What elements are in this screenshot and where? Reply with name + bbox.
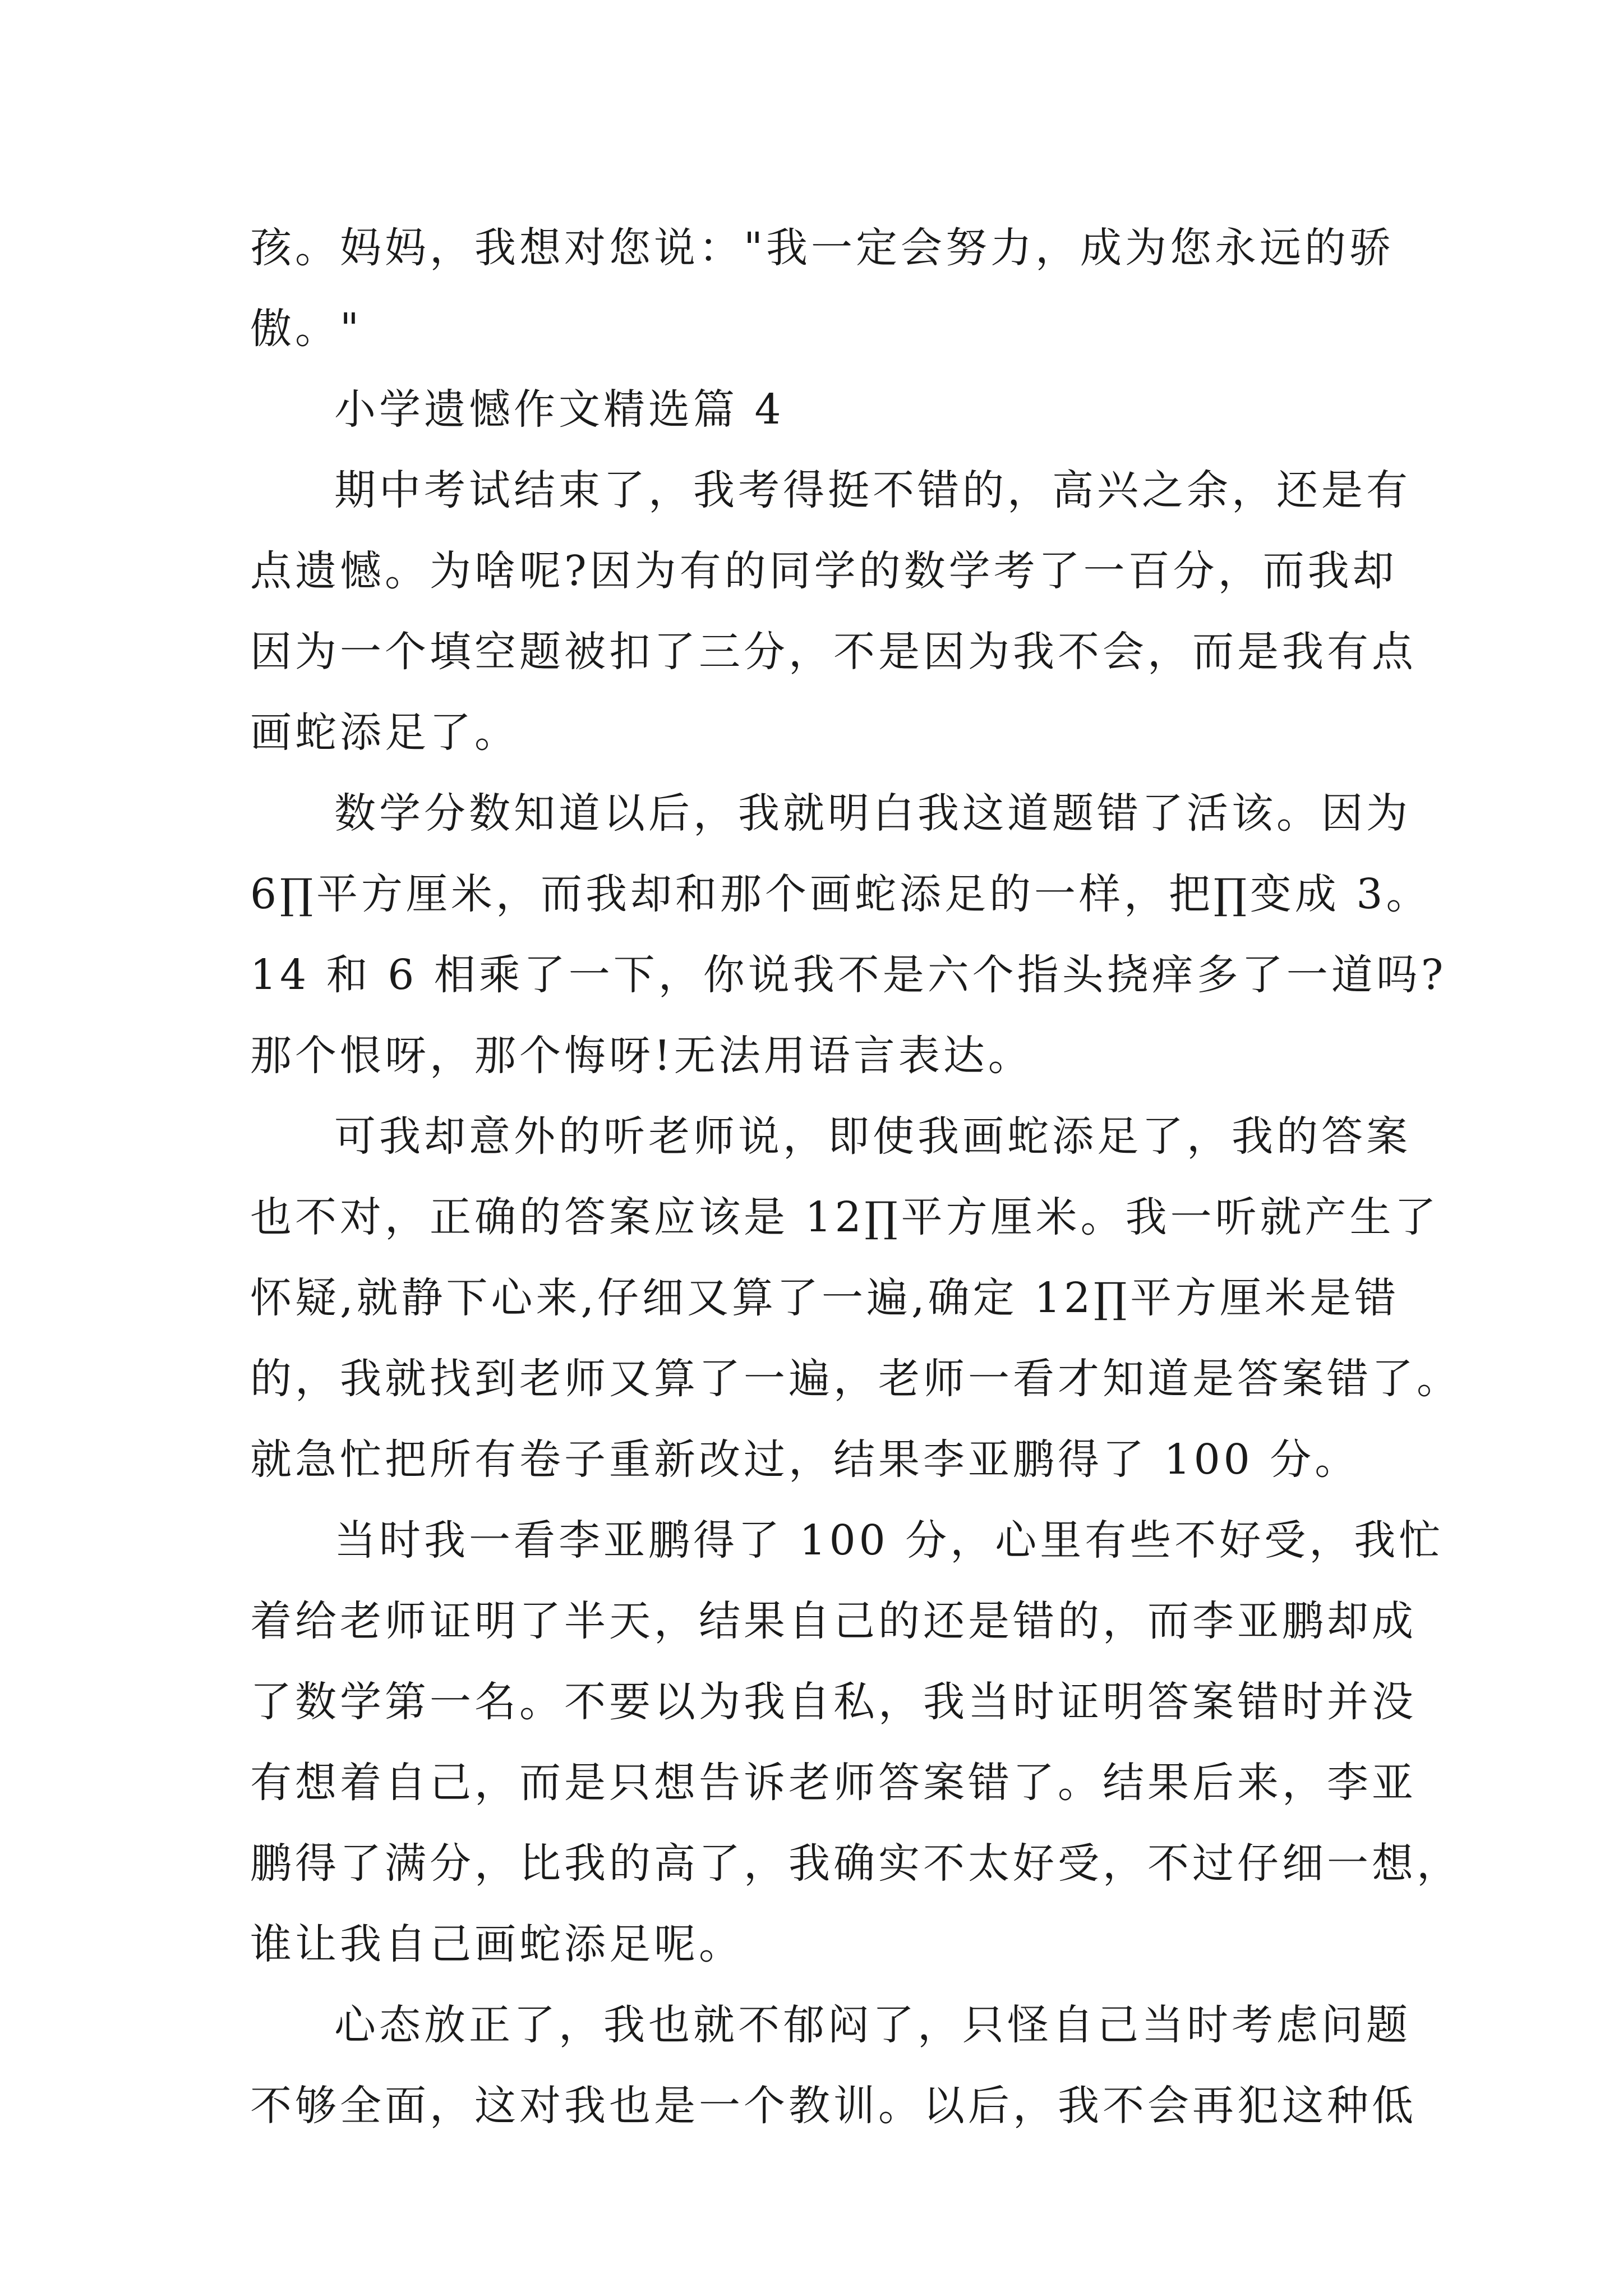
section-heading: 小学遗憾作文精选篇 4 — [334, 385, 785, 434]
text-line: 画蛇添足了。 — [250, 708, 519, 757]
text-line: 6∏平方厘米，而我却和那个画蛇添足的一样，把∏变成 3。 — [250, 870, 1431, 918]
text-line: 点遗憾。为啥呢?因为有的同学的数学考了一百分，而我却 — [250, 547, 1398, 595]
paragraph-start-line: 当时我一看李亚鹏得了 100 分，心里有些不好受，我忙 — [334, 1516, 1444, 1565]
text-line: 了数学第一名。不要以为我自私，我当时证明答案错时并没 — [250, 1678, 1417, 1726]
essay-text — [250, 208, 1461, 2146]
text-line: 孩。妈妈，我想对您说："我一定会努力，成为您永远的骄 — [250, 224, 1395, 272]
paragraph-start-line: 数学分数知道以后，我就明白我这道题错了活该。因为 — [334, 789, 1411, 838]
text-line: 怀疑,就静下心来,仔细又算了一遍,确定 12∏平方厘米是错 — [250, 1274, 1400, 1322]
text-line: 鹏得了满分，比我的高了，我确实不太好受，不过仔细一想， — [250, 1839, 1461, 1888]
text-line: 着给老师证明了半天，结果自己的还是错的，而李亚鹏却成 — [250, 1597, 1417, 1645]
text-line: 也不对，正确的答案应该是 12∏平方厘米。我一听就产生了 — [250, 1193, 1440, 1241]
text-line: 就急忙把所有卷子重新改过，结果李亚鹏得了 100 分。 — [250, 1435, 1360, 1484]
text-line: 谁让我自己画蛇添足呢。 — [250, 1920, 744, 1968]
text-line: 的，我就找到老师又算了一遍，老师一看才知道是答案错了。 — [250, 1355, 1461, 1403]
text-line: 那个恨呀，那个悔呀!无法用语言表达。 — [250, 1032, 1033, 1080]
text-line: 傲。" — [250, 305, 363, 353]
text-line: 不够全面，这对我也是一个教训。以后，我不会再犯这种低 — [250, 2082, 1417, 2130]
text-line: 因为一个填空题被扣了三分，不是因为我不会，而是我有点 — [250, 628, 1417, 676]
paragraph-start-line: 期中考试结束了，我考得挺不错的，高兴之余，还是有 — [334, 466, 1411, 514]
text-line: 有想着自己，而是只想告诉老师答案错了。结果后来，李亚 — [250, 1759, 1417, 1807]
text-line: 14 和 6 相乘了一下，你说我不是六个指头挠痒多了一道吗? — [250, 951, 1447, 999]
paragraph-start-line: 心态放正了，我也就不郁闷了，只怪自己当时考虑问题 — [334, 2001, 1411, 2049]
paragraph-start-line: 可我却意外的听老师说，即使我画蛇添足了，我的答案 — [334, 1112, 1411, 1161]
